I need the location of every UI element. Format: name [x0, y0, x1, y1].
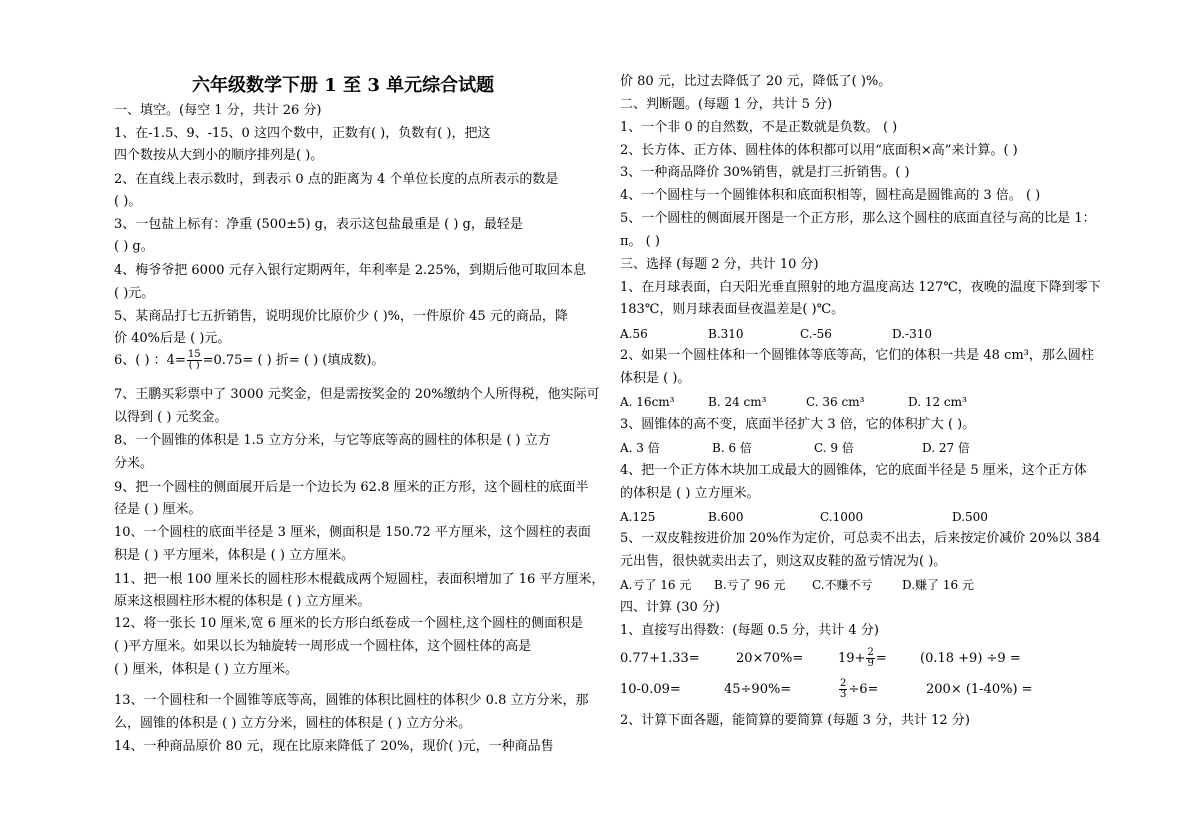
choice-option: C. 36 cm³	[806, 395, 865, 409]
question-line: 径是 ( ) 厘米。	[114, 502, 202, 517]
section-true-false-heading: 二、判断题。(每题 1 分，共计 5 分)	[620, 97, 833, 112]
calc-fraction	[866, 648, 874, 669]
question-line: ( )平方厘米。如果以长为轴旋转一周形成一个圆柱体，这个圆柱体的高是	[114, 639, 532, 654]
choice-option: D.500	[952, 510, 988, 524]
choice-option: A. 3 倍	[620, 441, 660, 455]
frac-denominator: 3	[840, 689, 847, 700]
question-line: 以得到 ( ) 元奖金。	[114, 410, 228, 425]
question-line: 原来这根圆柱形木棍的体积是 ( ) 立方厘米。	[114, 594, 371, 609]
choice-option: A.亏了 16 元	[620, 578, 692, 592]
question-line: ( )元。	[114, 286, 155, 301]
question-line: 么，圆锥的体积是 ( ) 立方分米，圆柱的体积是 ( ) 立方分米。	[114, 716, 472, 731]
question-line: 价 80 元，比过去降低了 20 元，降低了( )%。	[620, 74, 892, 89]
question-line: ( )。	[114, 194, 142, 209]
choice-option: A.125	[620, 510, 656, 524]
frac-numerator: 2	[840, 678, 847, 689]
calc-part2-title: 2、计算下面各题，能简算的要简算 (每题 3 分，共计 12 分)	[620, 713, 970, 728]
calc-item: 0.77+1.33=	[620, 651, 700, 666]
question-line: 2、如果一个圆柱体和一个圆锥体等底等高，它们的体积一共是 48 cm³，那么圆柱	[620, 348, 1094, 363]
choice-option: B. 6 倍	[712, 441, 752, 455]
choice-options-q2	[620, 392, 967, 412]
question-line: 3、一种商品降价 30%销售，就是打三折销售。( )	[620, 165, 910, 180]
choice-option: B. 24 cm³	[708, 395, 767, 409]
choice-options-q1	[620, 324, 932, 344]
choice-options-q5	[620, 575, 974, 595]
calc-part1-title: 1、直接写出得数：(每题 0.5 分，共计 4 分)	[620, 623, 879, 638]
calc-suffix: =	[875, 651, 887, 666]
choice-option: D.赚了 16 元	[902, 578, 974, 592]
question-line: ( ) 厘米，体积是 ( ) 立方厘米。	[114, 662, 298, 677]
calc-row-2	[620, 678, 1033, 702]
question-line: 4、一个圆柱与一个圆锥体积和底面积相等，圆柱高是圆锥高的 3 倍。 ( )	[620, 188, 1041, 203]
question-line: 5、一双皮鞋按进价加 20%作为定价，可总卖不出去，后来按定价减价 20%以 384	[620, 531, 1101, 546]
calc-suffix: ÷6=	[848, 682, 879, 697]
q6-prefix: 6、( ) ：4=	[114, 353, 186, 368]
q6-frac-numerator: 15	[187, 349, 201, 360]
question-line: 分米。	[114, 456, 154, 471]
section-fill-blank-heading: 一、填空。(每空 1 分，共计 26 分)	[114, 103, 322, 118]
question-line: 元出售，很快就卖出去了，则这双皮鞋的盈亏情况为( )。	[620, 554, 947, 569]
question-line: 2、在直线上表示数时，到表示 0 点的距离为 4 个单位长度的点所表示的数是	[114, 172, 559, 187]
calc-item: 45÷90%=	[724, 682, 792, 697]
q6-suffix: =0.75= ( ) 折= ( ) (填成数)。	[202, 353, 385, 368]
calc-item: 200× (1-40%) =	[926, 682, 1033, 697]
question-line: 5、某商品打七五折销售，说明现价比原价少 ( )%，一件原价 45 元的商品，降	[114, 309, 568, 324]
calc-item-fraction	[838, 647, 920, 671]
question-line: 9、把一个圆柱的侧面展开后是一个边长为 62.8 厘米的正方形，这个圆柱的底面半	[114, 480, 589, 495]
choice-option: D. 12 cm³	[908, 395, 967, 409]
choice-option: B.亏了 96 元	[714, 578, 786, 592]
section-calc-heading: 四、计算 (30 分)	[620, 600, 720, 615]
question-line: 积是 ( ) 平方厘米，体积是 ( ) 立方厘米。	[114, 548, 355, 563]
choice-option: B.600	[708, 510, 744, 524]
calc-item-fraction	[838, 678, 926, 702]
question-line: 14、一种商品原价 80 元，现在比原来降低了 20%，现价( )元，一种商品售	[114, 739, 554, 754]
question-line: 4、把一个正方体木块加工成最大的圆锥体，它的底面半径是 5 厘米，这个正方体	[620, 463, 1087, 478]
choice-option: C.不赚不亏	[812, 578, 873, 592]
question-line: 3、圆锥体的高不变，底面半径扩大 3 倍，它的体积扩大 ( )。	[620, 417, 976, 432]
choice-option: C. 9 倍	[814, 441, 854, 455]
page-title: 六年级数学下册 1 至 3 单元综合试题	[192, 75, 495, 96]
question-line: 10、一个圆柱的底面半径是 3 厘米，侧面积是 150.72 平方厘米，这个圆柱的表面	[114, 525, 591, 540]
choice-option: A. 16cm³	[620, 395, 675, 409]
question-line: 4、梅爷爷把 6000 元存入银行定期两年，年利率是 2.25%，到期后他可取回本息	[114, 263, 587, 278]
section-choice-heading: 三、选择 (每题 2 分，共计 10 分)	[620, 257, 819, 272]
question-line: 13、一个圆柱和一个圆锥等底等高，圆锥的体积比圆柱的体积少 0.8 立方分米，那	[114, 693, 589, 708]
choice-option: B.310	[708, 327, 744, 341]
choice-option: C.-56	[800, 327, 832, 341]
question-line: ( ) g。	[114, 239, 154, 254]
frac-numerator: 2	[867, 647, 874, 658]
choice-options-q4	[620, 507, 988, 527]
question-line: 价 40%后是 ( )元。	[114, 331, 231, 346]
q6-fraction	[187, 350, 202, 371]
calc-prefix: 19+	[838, 651, 866, 666]
question-line: 1、一个非 0 的自然数，不是正数就是负数。 ( )	[620, 120, 898, 135]
calc-item: 10-0.09=	[620, 682, 681, 697]
question-line: 2、长方体、正方体、圆柱体的体积都可以用“底面积×高”来计算。( )	[620, 143, 1018, 158]
question-line: 12、将一张长 10 厘米,宽 6 厘米的长方形白纸卷成一个圆柱,这个圆柱的侧面积是	[114, 616, 584, 631]
choice-option: A.56	[620, 327, 648, 341]
question-line: 四个数按从大到小的顺序排列是( )。	[114, 148, 324, 163]
question-line: 7、王鹏买彩票中了 3000 元奖金，但是需按奖金的 20%缴纳个人所得税，他实际可	[114, 387, 600, 402]
calc-fraction	[839, 679, 847, 700]
frac-denominator: 9	[867, 658, 874, 669]
question-line: 5、一个圆柱的侧面展开图是一个正方形，那么这个圆柱的底面直径与高的比是 1：	[620, 211, 1096, 226]
question-line: 8、一个圆锥的体积是 1.5 立方分米，与它等底等高的圆柱的体积是 ( ) 立方	[114, 433, 551, 448]
question-line: 1、在月球表面，白天阳光垂直照射的地方温度高达 127℃，夜晚的温度下降到零下	[620, 280, 1101, 295]
choice-option: C.1000	[820, 510, 864, 524]
question-line: 183℃，则月球表面昼夜温差是( )℃。	[620, 302, 845, 317]
question-line: 3、一包盐上标有：净重 (500±5) g，表示这包盐最重是 ( ) g，最轻是	[114, 217, 523, 232]
question-line: 体积是 ( )。	[620, 371, 691, 386]
question-line: π。 ( )	[620, 234, 660, 249]
choice-options-q3	[620, 438, 970, 458]
choice-option: D.-310	[892, 327, 932, 341]
question-line: 11、把一根 100 厘米长的圆柱形木棍截成两个短圆柱，表面积增加了 16 平方厘米，	[114, 572, 605, 587]
question-line: 1、在-1.5、9、-15、0 这四个数中，正数有( )，负数有( )，把这	[114, 126, 491, 141]
calc-item: (0.18 +9) ÷9 =	[920, 651, 1021, 666]
calc-item: 20×70%=	[736, 651, 804, 666]
question-line: 的体积是 ( ) 立方厘米。	[620, 486, 760, 501]
question-6	[114, 350, 384, 371]
choice-option: D. 27 倍	[922, 441, 970, 455]
calc-row-1	[620, 647, 1021, 671]
q6-frac-denominator: ( )	[188, 360, 200, 371]
